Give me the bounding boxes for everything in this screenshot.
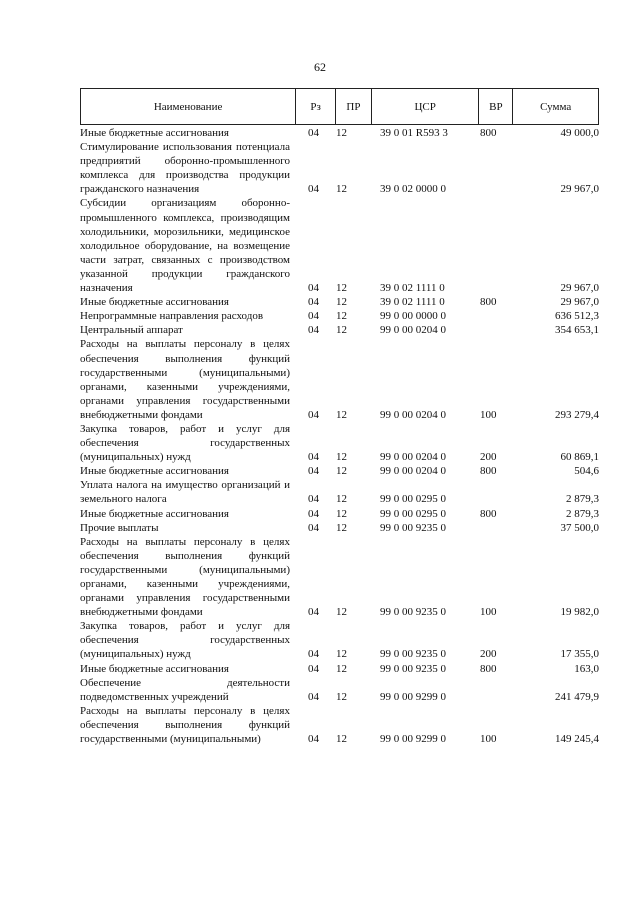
header-pr: ПР (336, 89, 372, 124)
cell-sum: 636 512,3 (555, 310, 599, 323)
cell-rz: 04 (308, 127, 319, 139)
cell-vr: 800 (480, 296, 497, 309)
cell-rz: 04 (308, 648, 319, 661)
cell-name: Расходы на выплаты персоналу в целях обеспечения выполнения функций государственными (муниципальными) органами, казенными учреждениями, органами управления государственными внебюджетными фондами (80, 338, 290, 421)
table-row (80, 422, 599, 464)
cell-sum: 2 879,3 (566, 493, 599, 506)
cell-pr: 12 (336, 451, 347, 464)
cell-name: Прочие выплаты (80, 521, 159, 534)
cell-name: Обеспечение деятельности подведомственных учреждений (80, 676, 290, 703)
cell-pr: 12 (336, 648, 347, 661)
cell-vr: 200 (480, 648, 497, 661)
cell-pr: 12 (336, 324, 347, 337)
cell-csr: 99 0 00 0295 0 (380, 493, 446, 506)
cell-vr: 800 (480, 127, 497, 139)
cell-csr: 39 0 02 1111 0 (380, 296, 445, 309)
cell-name: Центральный аппарат (80, 324, 183, 337)
cell-pr: 12 (336, 183, 347, 196)
table-row (80, 676, 599, 704)
header-rz: Рз (296, 89, 336, 124)
cell-csr: 99 0 00 0204 0 (380, 324, 446, 337)
cell-pr: 12 (336, 493, 347, 506)
page-number: 62 (314, 60, 326, 74)
cell-csr: 99 0 00 0000 0 (380, 310, 446, 323)
cell-vr: 100 (480, 733, 497, 746)
cell-rz: 04 (308, 690, 319, 703)
cell-csr: 39 0 01 R593 3 (380, 127, 448, 139)
cell-pr: 12 (336, 127, 347, 139)
cell-vr: 800 (480, 507, 497, 520)
cell-name: Субсидии организациям оборонно-промышленного комплекса, производящим холодильники, морозильники, медицинское холодильное оборудование, на возмещение части затрат, связанных с производством указанной продукции гражданского назначения (80, 197, 290, 295)
cell-rz: 04 (308, 662, 319, 675)
header-name: Наименование (81, 89, 296, 124)
table-row (80, 140, 599, 196)
cell-sum: 60 869,1 (560, 451, 599, 464)
cell-sum: 2 879,3 (566, 507, 599, 520)
cell-pr: 12 (336, 690, 347, 703)
table-row (80, 662, 599, 676)
cell-csr: 99 0 00 0204 0 (380, 465, 446, 478)
cell-csr: 99 0 00 0295 0 (380, 507, 446, 520)
table-row (80, 337, 599, 422)
table-row (80, 464, 599, 478)
table-row (80, 704, 599, 746)
cell-vr: 100 (480, 606, 497, 619)
cell-vr: 800 (480, 465, 497, 478)
cell-sum: 29 967,0 (560, 282, 599, 295)
cell-sum: 504,6 (574, 465, 599, 478)
table-row (80, 126, 599, 140)
cell-pr: 12 (336, 733, 347, 746)
cell-pr: 12 (336, 507, 347, 520)
cell-sum: 354 653,1 (555, 324, 599, 337)
cell-csr: 99 0 00 0204 0 (380, 451, 446, 464)
cell-name: Иные бюджетные ассигнования (80, 465, 229, 478)
cell-sum: 29 967,0 (560, 296, 599, 309)
cell-sum: 29 967,0 (560, 183, 599, 196)
cell-rz: 04 (308, 296, 319, 309)
cell-rz: 04 (308, 507, 319, 520)
cell-pr: 12 (336, 662, 347, 675)
table-row (80, 507, 599, 521)
cell-rz: 04 (308, 606, 319, 619)
cell-rz: 04 (308, 451, 319, 464)
cell-rz: 04 (308, 465, 319, 478)
cell-name: Непрограммные направления расходов (80, 310, 264, 323)
cell-pr: 12 (336, 310, 347, 323)
table-row (80, 535, 599, 620)
cell-rz: 04 (308, 733, 319, 746)
table-row (80, 295, 599, 309)
cell-sum: 49 000,0 (560, 127, 599, 139)
cell-rz: 04 (308, 408, 319, 421)
cell-name: Иные бюджетные ассигнования (80, 296, 229, 309)
cell-sum: 163,0 (574, 662, 599, 675)
cell-csr: 99 0 00 9235 0 (380, 521, 446, 534)
cell-csr: 99 0 00 0204 0 (380, 408, 446, 421)
cell-csr: 99 0 00 9235 0 (380, 662, 446, 675)
cell-sum: 293 279,4 (555, 408, 599, 421)
cell-pr: 12 (336, 408, 347, 421)
cell-rz: 04 (308, 282, 319, 295)
cell-pr: 12 (336, 606, 347, 619)
cell-name: Уплата налога на имущество организаций и земельного налога (80, 479, 290, 506)
cell-rz: 04 (308, 521, 319, 534)
cell-name: Расходы на выплаты персоналу в целях обеспечения выполнения функций государственными (муниципальными) (80, 704, 290, 746)
header-vr: ВР (479, 89, 513, 124)
cell-csr: 39 0 02 0000 0 (380, 183, 446, 196)
cell-name: Иные бюджетные ассигнования (80, 507, 229, 520)
header-sum: Сумма (540, 100, 572, 113)
cell-name: Расходы на выплаты персоналу в целях обеспечения выполнения функций государственными (муниципальными) органами, казенными учреждениями, органами управления государственными внебюджетными фондами (80, 535, 290, 619)
cell-name: Иные бюджетные ассигнования (80, 662, 229, 675)
cell-sum: 241 479,9 (555, 690, 599, 703)
table-header (80, 88, 599, 125)
cell-csr: 99 0 00 9299 0 (380, 733, 446, 746)
cell-csr: 39 0 02 1111 0 (380, 282, 445, 295)
table-row (80, 196, 599, 295)
cell-name: Закупка товаров, работ и услуг для обеспечения государственных (муниципальных) нужд (80, 620, 290, 661)
cell-csr: 99 0 00 9235 0 (380, 648, 446, 661)
cell-rz: 04 (308, 310, 319, 323)
cell-name: Иные бюджетные ассигнования (80, 127, 229, 139)
table-row (80, 478, 599, 506)
table-row (80, 619, 599, 661)
cell-name: Стимулирование использования потенциала предприятий оборонно-промышленного комплекса для производства продукции гражданского назначения (80, 141, 290, 196)
cell-pr: 12 (336, 465, 347, 478)
table-body (80, 126, 599, 746)
cell-sum: 17 355,0 (560, 648, 599, 661)
cell-csr: 99 0 00 9299 0 (380, 690, 446, 703)
cell-name: Закупка товаров, работ и услуг для обеспечения государственных (муниципальных) нужд (80, 422, 290, 464)
cell-rz: 04 (308, 493, 319, 506)
cell-csr: 99 0 00 9235 0 (380, 606, 446, 619)
cell-rz: 04 (308, 324, 319, 337)
cell-sum: 149 245,4 (555, 733, 599, 746)
table-row (80, 309, 599, 323)
cell-sum: 19 982,0 (560, 606, 599, 619)
table-row (80, 323, 599, 337)
header-csr: ЦСР (372, 89, 480, 124)
cell-rz: 04 (308, 183, 319, 196)
cell-vr: 800 (480, 662, 497, 675)
cell-vr: 200 (480, 451, 497, 464)
cell-vr: 100 (480, 408, 497, 421)
cell-pr: 12 (336, 282, 347, 295)
cell-pr: 12 (336, 521, 347, 534)
cell-pr: 12 (336, 296, 347, 309)
table-row (80, 521, 599, 535)
cell-sum: 37 500,0 (560, 521, 599, 534)
